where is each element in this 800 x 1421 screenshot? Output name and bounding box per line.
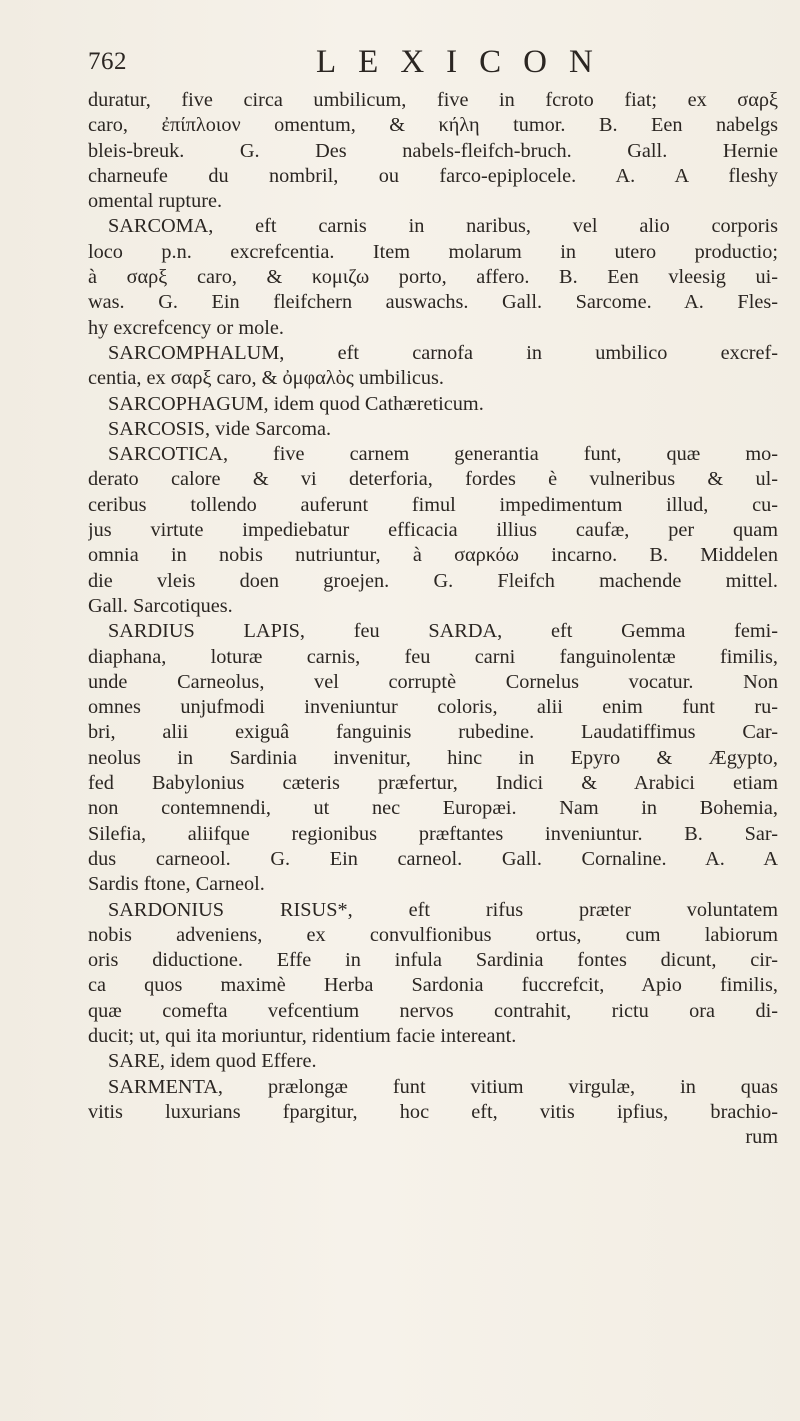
text-line: SARDONIUS RISUS*, eft rifus præter voluntatem [108,898,778,921]
text-line: derato calore & vi deterforia, fordes è vulneribus & ul- [88,468,778,491]
running-title: LEXICON [316,44,615,80]
text-line: bleis-breuk. G. Des nabels-fleifch-bruch. Gall. Hernie [88,139,778,162]
text-line: SARE, idem quod Effere. [108,1050,317,1073]
text-line: was. G. Ein fleifchern auswachs. Gall. Sarcome. A. Fles- [88,291,778,314]
text-line: SARMENTA, prælongæ funt vitium virgulæ, in quas [108,1075,778,1098]
text-line: non contemnendi, ut nec Europæi. Nam in Bohemia, [88,797,778,820]
text-line: SARCOPHAGUM, idem quod Cathæreticum. [108,392,484,415]
text-line: die vleis doen groejen. G. Fleifch machende mittel. [88,569,778,592]
text-line: fed Babylonius cæteris præfertur, Indici & Arabici etiam [88,772,778,795]
text-line: SARCOSIS, vide Sarcoma. [108,417,332,440]
text-line: centia, ex σαρξ caro, & ὀμφαλὸς umbilicus. [88,367,444,390]
text-line: duratur, five circa umbilicum, five in fcroto fiat; ex σαρξ [88,89,778,111]
text-line: vitis luxurians fpargitur, hoc eft, vitis ipfius, brachio- [88,1100,778,1123]
text-line: SARCOMPHALUM, eft carnofa in umbilico excref- [108,341,778,364]
text-line: ca quos maximè Herba Sardonia fuccrefcit, Apio fimilis, [88,974,778,997]
text-line: caro, ἐπίπλοιον omentum, & κήλη tumor. B. Een nabelgs [88,114,778,137]
text-line: SARCOTICA, five carnem generantia funt, quæ mo- [108,443,778,466]
text-line: Silefia, aliifque regionibus præftantes inveniuntur. B. Sar- [88,822,778,845]
text-line: ceribus tollendo auferunt fimul impedimentum illud, cu- [88,493,778,516]
text-line: jus virtute impediebatur efficacia illius caufæ, per quam [88,519,778,542]
text-line: dus carneool. G. Ein carneol. Gall. Cornaline. A. A [88,847,778,870]
text-line: à σαρξ caro, & κομιζω porto, affero. B. Een vleesig ui- [88,266,778,289]
text-line: ducit; ut, qui ita moriuntur, ridentium facie intereant. [88,1024,517,1047]
text-line: neolus in Sardinia invenitur, hinc in Epyro & Ægypto, [88,746,778,769]
text-line: nobis adveniens, ex convulfionibus ortus, cum labiorum [88,923,778,946]
text-line: Sardis ftone, Carneol. [88,873,265,896]
text-line: omental rupture. [88,190,223,213]
dictionary-text [88,88,778,1150]
text-line: bri, alii exiguâ fanguinis rubedine. Laudatiffimus Car- [88,721,778,744]
text-line: quæ comefta vefcentium nervos contrahit, rictu ora di- [88,999,778,1022]
text-line: Gall. Sarcotiques. [88,594,233,617]
text-line: hy excrefcency or mole. [88,316,284,339]
text-line: oris diductione. Effe in infula Sardinia fontes dicunt, cir- [88,949,778,972]
text-line: loco p.n. excrefcentia. Item molarum in utero productio; [88,240,778,263]
text-line: unde Carneolus, vel corruptè Cornelus vocatur. Non [88,670,778,693]
text-line: omnes unjufmodi inveniuntur coloris, alii enim funt ru- [88,696,778,719]
text-line: charneufe du nombril, ou farco-epiplocele. A. A fleshy [88,164,778,187]
text-line: SARDIUS LAPIS, feu SARDA, eft Gemma femi- [108,620,778,643]
page-header [88,44,740,84]
page-number: 762 [88,48,127,75]
text-line: rum [745,1126,778,1149]
text-line: omnia in nobis nutriuntur, à σαρκόω incarno. B. Middelen [88,544,778,567]
text-line: diaphana, loturæ carnis, feu carni fanguinolentæ fimilis, [88,645,778,668]
text-line: SARCOMA, eft carnis in naribus, vel alio corporis [108,215,778,238]
